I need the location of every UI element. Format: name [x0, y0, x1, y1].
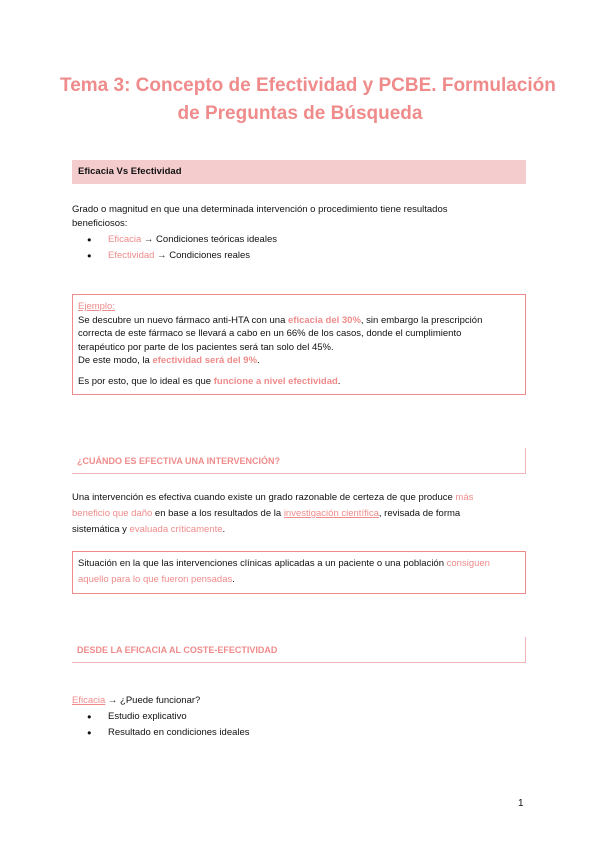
- effective-intervention-paragraph: Una intervención es efectiva cuando existe un grado razonable de certeza de que produce más beneficio que daño en base a los resultados de la investigación científica, revisada de forma sistemática y evaluada críticamente.: [72, 492, 474, 535]
- definition-text: Condiciones teóricas ideales: [156, 234, 277, 245]
- example-line-4: De este modo, la efectividad será del 9%.: [78, 355, 260, 366]
- highlight-mas: más: [455, 492, 474, 503]
- highlight-funcione: funcione a nivel efectividad: [213, 375, 338, 387]
- highlight-evaluada: evaluada críticamente: [129, 524, 223, 535]
- definition-box: Situación en la que las intervenciones clínicas aplicadas a un paciente o una población consiguen aquello para lo que fueron pensadas.: [72, 551, 526, 594]
- highlight-investigacion: investigación científica: [283, 508, 379, 519]
- example-line-2: correcta de este fármaco se llevará a cabo en un 66% de los casos, donde el cumplimiento: [78, 328, 462, 339]
- definitions-list: [72, 232, 522, 264]
- highlight-eficacia: eficacia del 30%: [288, 314, 361, 326]
- term-efectividad: Efectividad: [108, 250, 155, 261]
- highlight-efectividad: efectividad será del 9%: [152, 355, 258, 366]
- list-item: ● Resultado en condiciones ideales: [72, 725, 522, 741]
- eficacia-list: [72, 709, 522, 741]
- title-line-1: Tema 3: Concepto de Efectividad y PCBE. Formulación: [60, 75, 556, 96]
- page-title: [60, 72, 556, 128]
- list-item: [72, 232, 522, 248]
- intro-paragraph: [72, 203, 522, 231]
- example-line-1: Se descubre un nuevo fármaco anti-HTA con una eficacia del 30%, sin embargo la prescripción: [78, 314, 483, 326]
- section-heading-eficacia-vs-efectividad: Eficacia Vs Efectividad: [72, 160, 526, 184]
- title-line-2: de Preguntas de Búsqueda: [177, 103, 423, 124]
- example-label: Ejemplo:: [78, 301, 115, 312]
- highlight-consiguen: consiguen: [446, 558, 490, 569]
- intro-line-1: Grado o magnitud en que una determinada intervención o procedimiento tiene resultados: [72, 204, 448, 215]
- example-line-3: terapéutico por parte de los pacientes será tan solo del 45%.: [78, 341, 334, 353]
- term-eficacia: Eficacia: [108, 234, 142, 245]
- eficacia-line: [72, 694, 522, 708]
- section-heading-cuando-efectiva: ¿CUÁNDO ES EFECTIVA UNA INTERVENCIÓN?: [72, 448, 526, 474]
- intro-line-2: beneficiosos:: [72, 218, 128, 229]
- list-item: [72, 248, 522, 264]
- definition-text: Condiciones reales: [169, 250, 251, 261]
- question-text: → ¿Puede funcionar?: [105, 695, 201, 706]
- arrow: →: [154, 250, 170, 261]
- term-eficacia-link: Eficacia: [72, 695, 106, 706]
- arrow: →: [141, 234, 157, 245]
- example-line-5: Es por esto, que lo ideal es que funcione a nivel efectividad.: [78, 375, 341, 387]
- page-number: 1: [518, 798, 524, 809]
- example-box: [72, 294, 526, 395]
- highlight-aquello: aquello para lo que fueron pensadas: [78, 574, 233, 585]
- section-heading-eficacia-coste: DESDE LA EFICACIA AL COSTE-EFECTIVIDAD: [72, 637, 526, 663]
- highlight-beneficio: beneficio que daño: [72, 508, 153, 519]
- list-item: ● Estudio explicativo: [72, 709, 522, 725]
